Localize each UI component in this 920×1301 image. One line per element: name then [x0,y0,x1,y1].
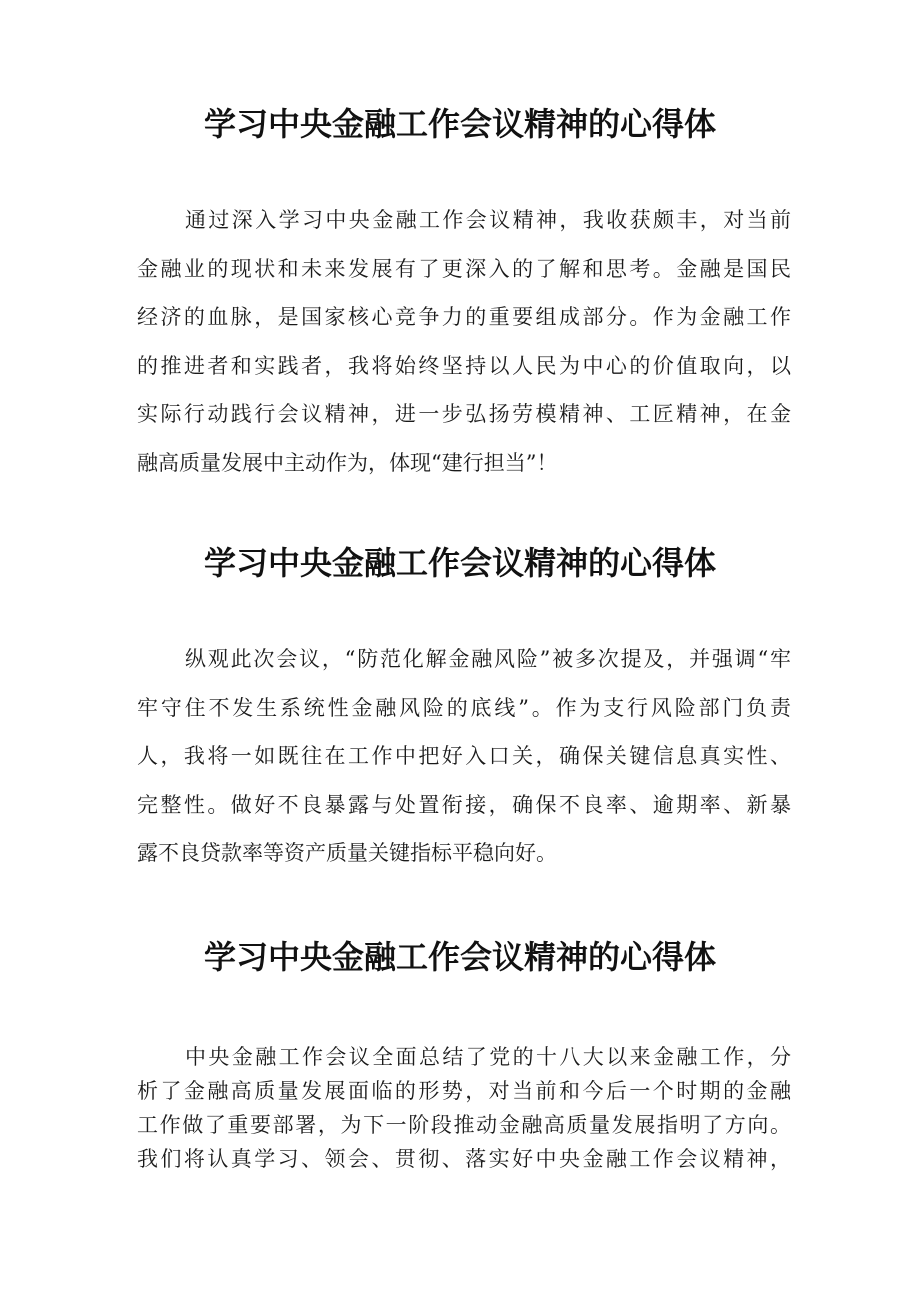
section-2-paragraph [137,635,791,878]
paragraph-line: 纵观此次会议，“防范化解金融风险”被多次提及，并强调“牢 [185,647,791,671]
paragraph-line: 牢守住不发生系统性金融风险的底线”。作为支行风险部门负责 [137,695,791,720]
paragraph-line: 中央金融工作会议全面总结了党的十八大以来金融工作，分 [185,1045,791,1069]
paragraph-line: 的推进者和实践者，我将始终坚持以人民为中心的价值取向，以 [137,353,791,378]
paragraph-line: 通过深入学习中央金融工作会议精神，我收获颇丰，对当前 [185,208,791,232]
section-1-title: 学习中央金融工作会议精神的心得体 [203,105,716,143]
paragraph-line: 经济的血脉，是国家核心竞争力的重要组成部分。作为金融工作 [137,305,791,329]
section-3-paragraph [137,1040,791,1176]
paragraph-line: 露不良贷款率等资产质量关键指标平稳向好。 [137,841,557,865]
paragraph-line: 析了金融高质量发展面临的形势，对当前和今后一个时期的金融 [137,1079,791,1103]
paragraph-line: 完整性。做好不良暴露与处置衔接，确保不良率、逾期率、新暴 [137,792,791,817]
paragraph-line: 金融业的现状和未来发展有了更深入的了解和思考。金融是国民 [137,256,791,281]
section-2-title: 学习中央金融工作会议精神的心得体 [203,544,716,582]
paragraph-line: 我们将认真学习、领会、贯彻、落实好中央金融工作会议精神， [137,1147,791,1171]
paragraph-line: 人，我将一如既往在工作中把好入口关，确保关键信息真实性、 [137,744,791,768]
paragraph-line: 融高质量发展中主动作为，体现“建行担当”！ [137,450,558,475]
section-3-title: 学习中央金融工作会议精神的心得体 [203,938,716,976]
paragraph-line: 实际行动践行会议精神，进一步弘扬劳模精神、工匠精神，在金 [137,402,791,426]
section-1-paragraph [137,196,791,487]
paragraph-line: 工作做了重要部署，为下一阶段推动金融高质量发展指明了方向。 [137,1113,791,1137]
